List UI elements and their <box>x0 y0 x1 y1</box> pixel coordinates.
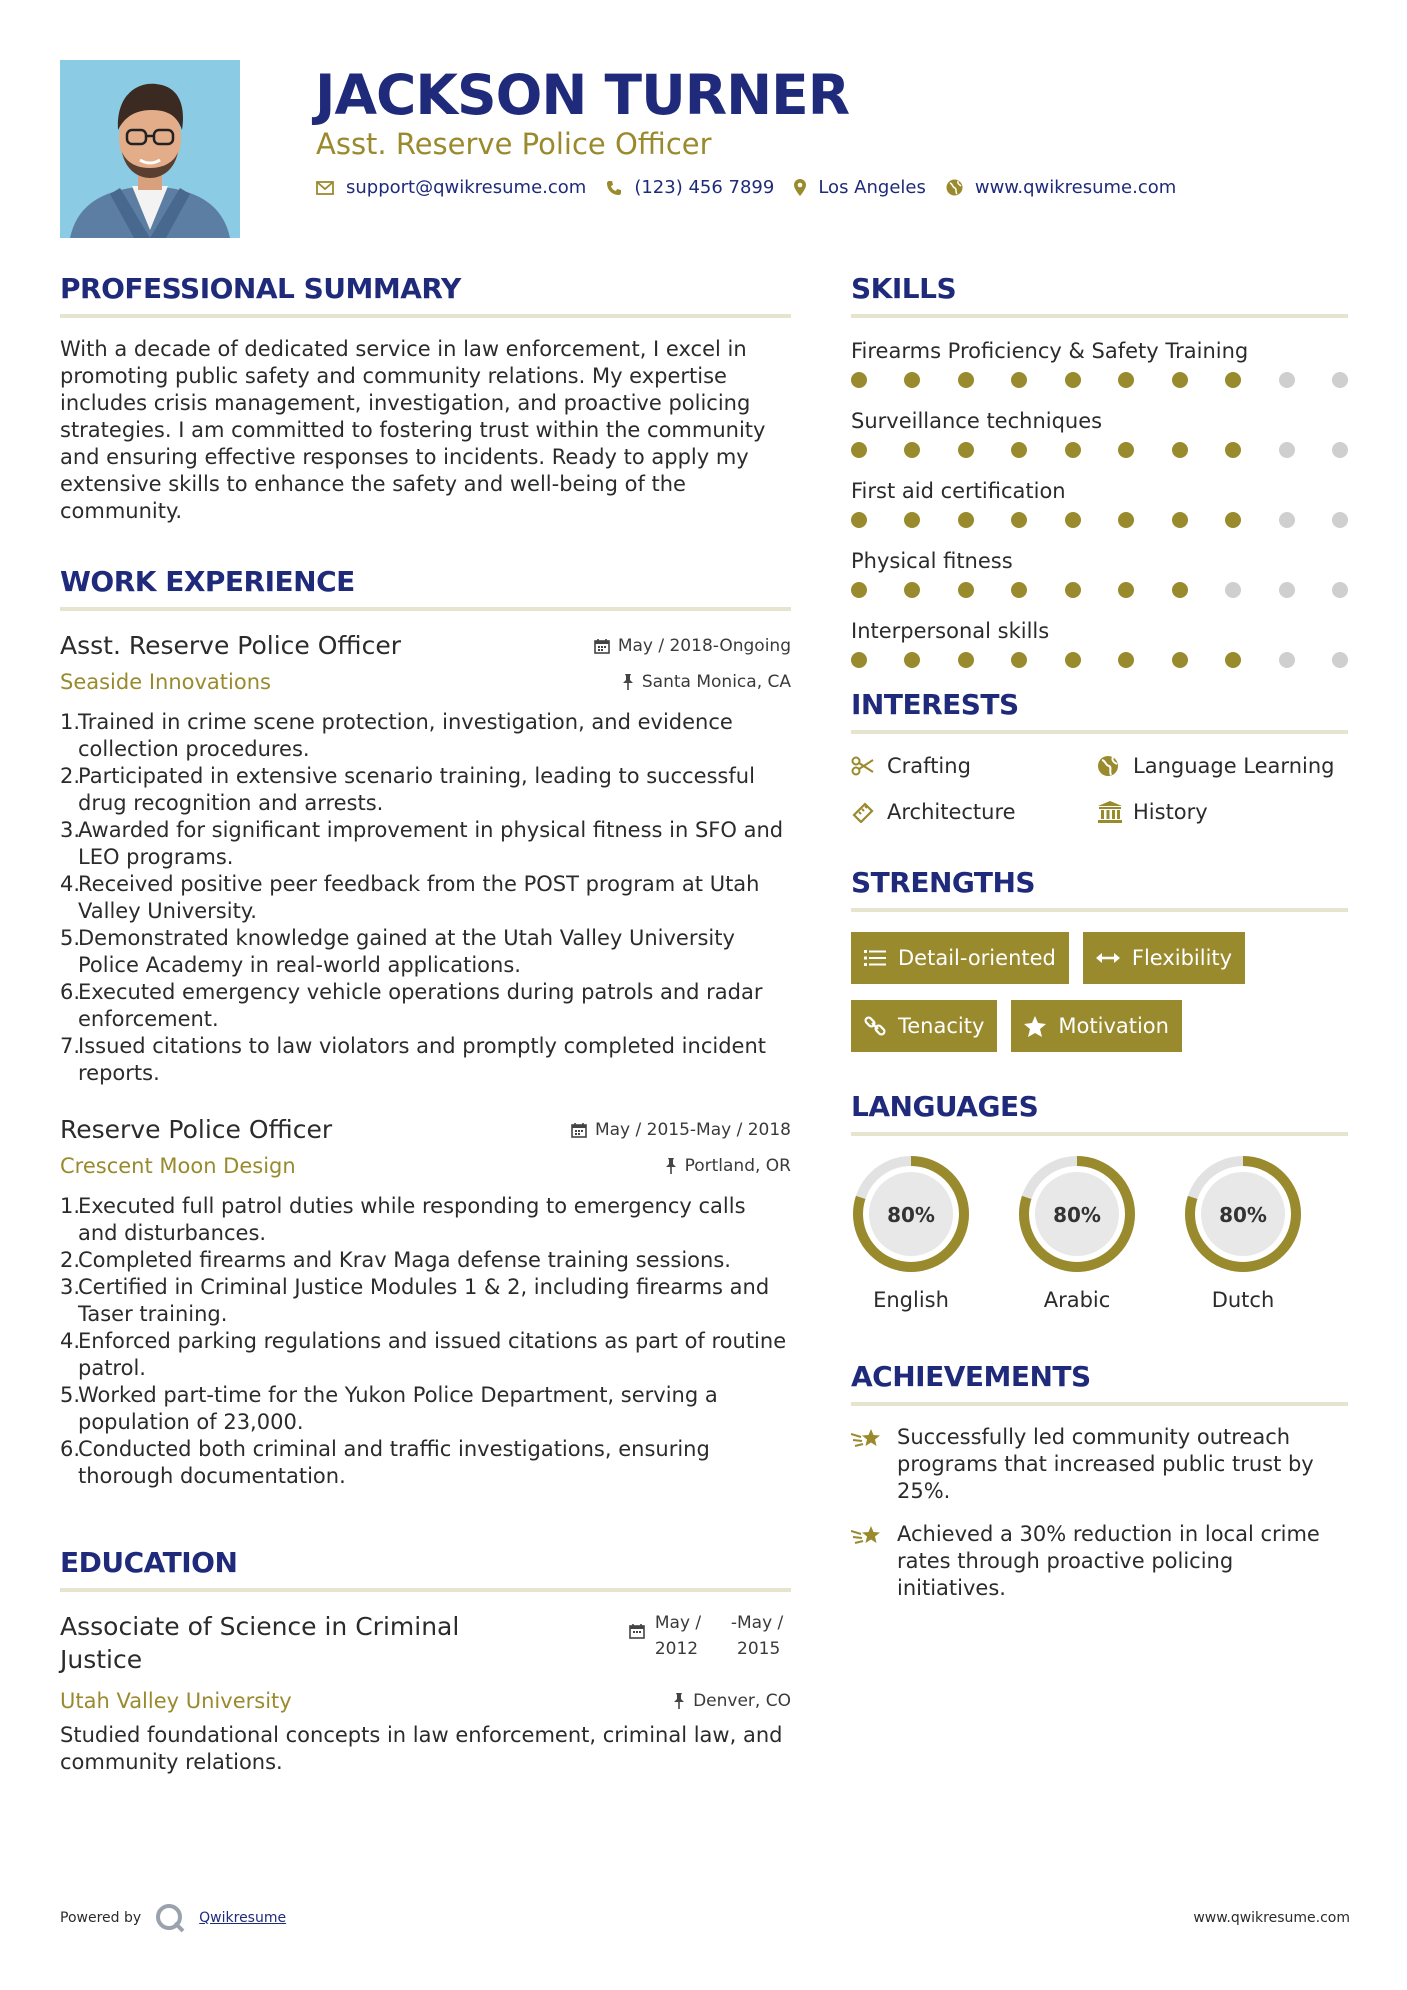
skill-rating <box>851 512 1348 528</box>
language-name: Dutch <box>1211 1288 1275 1312</box>
globe-icon <box>946 179 963 196</box>
list-item: 5. Worked part-time for the Yukon Police Department, serving a population of 23,000. <box>60 1383 718 1434</box>
summary-text: With a decade of dedicated service in law enforcement, I excel in promoting public safety and community relations. My expertise includes crisis management, investigation, and proactive policing strategies. I am committed to fostering trust within the community and ensuring effective responses to incidents. Ready to apply my extensive skills to enhance the safety and well-being of the community. <box>60 337 766 523</box>
rating-dot-filled <box>851 652 867 668</box>
skill-rating <box>851 582 1348 598</box>
rating-dot-filled <box>1225 652 1241 668</box>
rating-dot-filled <box>958 652 974 668</box>
section-heading: EDUCATION <box>60 1546 238 1579</box>
rating-dot-filled <box>1065 652 1081 668</box>
rating-dot-filled <box>1172 372 1188 388</box>
education-end-month: May / <box>737 1613 784 1633</box>
map-pin-icon <box>794 179 806 196</box>
interest-item <box>851 798 1097 826</box>
contact-website[interactable]: www.qwikresume.com <box>974 177 1177 198</box>
powered-by-label: Powered by <box>60 1910 142 1926</box>
strength-chip <box>851 1000 997 1052</box>
calendar-icon <box>594 638 610 654</box>
list-item: 1. Executed full patrol duties while responding to emergency calls and disturbances. <box>60 1194 746 1245</box>
rating-dot-filled <box>851 512 867 528</box>
rating-dot-empty <box>1279 652 1295 668</box>
achievements-section <box>851 1358 1348 1602</box>
rating-dot-filled <box>1011 582 1027 598</box>
list-icon <box>864 949 886 967</box>
section-heading: SKILLS <box>851 272 957 305</box>
language-name: Arabic <box>1043 1288 1111 1312</box>
language-percent: 80% <box>887 1203 935 1227</box>
skill-item <box>851 406 1348 458</box>
section-heading: INTERESTS <box>851 688 1019 721</box>
job-title: Reserve Police Officer <box>60 1115 333 1144</box>
strength-label: Detail-oriented <box>898 946 1056 970</box>
rating-dot-filled <box>958 582 974 598</box>
section-divider <box>60 314 791 318</box>
shooting-star-icon <box>851 1521 897 1602</box>
calendar-icon <box>571 1122 587 1138</box>
section-heading: STRENGTHS <box>851 866 1036 899</box>
calendar-icon <box>629 1623 645 1639</box>
rating-dot-empty <box>1332 652 1348 668</box>
language-item <box>1183 1154 1303 1314</box>
achievement-item <box>851 1424 1348 1505</box>
rating-dot-filled <box>1118 652 1134 668</box>
section-divider <box>851 314 1348 318</box>
language-name: English <box>873 1288 949 1312</box>
job-company: Seaside Innovations <box>60 670 271 694</box>
list-item: 4. Enforced parking regulations and issued citations as part of routine patrol. <box>60 1329 787 1380</box>
rating-dot-filled <box>1011 442 1027 458</box>
section-heading: PROFESSIONAL SUMMARY <box>60 272 461 305</box>
rating-dot-filled <box>1118 372 1134 388</box>
job-dates: May / 2018-Ongoing <box>617 636 791 656</box>
languages-section <box>851 1088 1348 1314</box>
skill-name: Firearms Proficiency & Safety Training <box>851 339 1249 363</box>
job-dates: May / 2015-May / 2018 <box>594 1120 791 1140</box>
contact-bar <box>316 177 1196 198</box>
job-company: Crescent Moon Design <box>60 1154 296 1178</box>
list-item: 6. Executed emergency vehicle operations during patrols and radar enforcement. <box>60 980 763 1031</box>
pencil-ruler-icon <box>851 801 887 823</box>
rating-dot-empty <box>1279 512 1295 528</box>
rating-dot-filled <box>958 512 974 528</box>
job-title: Asst. Reserve Police Officer <box>60 631 401 660</box>
language-percent: 80% <box>1053 1203 1101 1227</box>
language-percent: 80% <box>1219 1203 1267 1227</box>
section-heading: ACHIEVEMENTS <box>851 1360 1091 1393</box>
interests-section <box>851 686 1348 826</box>
pushpin-icon <box>673 1693 685 1709</box>
job-entry <box>60 1113 791 1490</box>
rating-dot-empty <box>1332 512 1348 528</box>
education-start-year: 2012 <box>654 1639 699 1659</box>
job-location: Santa Monica, CA <box>641 672 791 692</box>
section-divider <box>851 1402 1348 1406</box>
profile-photo <box>60 60 240 238</box>
section-divider <box>851 730 1348 734</box>
skill-item <box>851 476 1348 528</box>
school-location: Denver, CO <box>693 1691 791 1711</box>
phone-icon <box>606 180 622 196</box>
pushpin-icon <box>665 1158 677 1174</box>
education-end-year: 2015 <box>737 1639 781 1659</box>
left-column <box>60 270 791 1776</box>
skill-name: Physical fitness <box>851 549 1013 573</box>
qwikresume-logo-icon <box>155 1903 185 1933</box>
job-bullets <box>60 709 791 1087</box>
strength-chip <box>851 932 1069 984</box>
job-location: Portland, OR <box>684 1156 791 1176</box>
section-divider <box>851 1132 1348 1136</box>
language-ring <box>851 1154 971 1274</box>
rating-dot-filled <box>1172 442 1188 458</box>
interest-item <box>851 752 1097 780</box>
language-ring <box>1017 1154 1137 1274</box>
contact-email[interactable]: support@qwikresume.com <box>346 177 587 198</box>
interest-label: Architecture <box>887 800 1016 824</box>
interest-label: Language Learning <box>1133 754 1335 778</box>
skill-item <box>851 546 1348 598</box>
strength-chip <box>1083 932 1245 984</box>
skill-item <box>851 336 1348 388</box>
rating-dot-filled <box>1172 582 1188 598</box>
strength-chip <box>1011 1000 1182 1052</box>
language-item <box>851 1154 971 1314</box>
qwikresume-link[interactable]: Qwikresume <box>199 1910 287 1926</box>
list-item: 2. Completed firearms and Krav Maga defense training sessions. <box>60 1248 731 1272</box>
rating-dot-filled <box>1118 442 1134 458</box>
rating-dot-filled <box>1065 512 1081 528</box>
scissors-icon <box>851 756 887 776</box>
achievement-item <box>851 1521 1348 1602</box>
skill-item <box>851 616 1348 668</box>
school-name: Utah Valley University <box>60 1689 292 1713</box>
shooting-star-icon <box>851 1424 897 1505</box>
degree-title: Associate of Science in Criminal Justice <box>60 1612 460 1674</box>
right-column <box>851 270 1348 1618</box>
strength-label: Flexibility <box>1131 946 1233 970</box>
section-heading: WORK EXPERIENCE <box>60 565 355 598</box>
list-item: 3. Awarded for significant improvement in physical fitness in SFO and LEO programs. <box>60 818 784 869</box>
candidate-name: JACKSON TURNER <box>315 63 850 127</box>
language-item <box>1017 1154 1137 1314</box>
rating-dot-filled <box>1172 512 1188 528</box>
education-dates: May / 2012 - May / 2015 <box>629 1610 791 1676</box>
footer-website[interactable]: www.qwikresume.com <box>1193 1910 1350 1926</box>
rating-dot-filled <box>1011 512 1027 528</box>
rating-dot-filled <box>1225 372 1241 388</box>
skill-name: Surveillance techniques <box>851 409 1103 433</box>
skill-rating <box>851 372 1348 388</box>
rating-dot-filled <box>904 512 920 528</box>
strength-label: Motivation <box>1058 1014 1169 1038</box>
pushpin-icon <box>622 674 634 690</box>
achievement-text: Achieved a 30% reduction in local crime rates through proactive policing initiatives. <box>897 1522 1320 1600</box>
summary-section <box>60 270 791 525</box>
experience-section <box>60 563 791 1490</box>
interest-label: History <box>1133 800 1208 824</box>
skill-name: Interpersonal skills <box>851 619 1050 643</box>
achievement-text: Successfully led community outreach programs that increased public trust by 25%. <box>897 1425 1314 1503</box>
list-item: 5. Demonstrated knowledge gained at the Utah Valley University Police Academy in real-world applications. <box>60 926 735 977</box>
language-ring <box>1183 1154 1303 1274</box>
interest-item <box>1097 752 1348 780</box>
list-item: 6. Conducted both criminal and traffic investigations, ensuring thorough documentation. <box>60 1437 710 1488</box>
rating-dot-empty <box>1279 442 1295 458</box>
globe-icon <box>1097 755 1133 777</box>
section-divider <box>851 908 1348 912</box>
skill-rating <box>851 442 1348 458</box>
education-section <box>60 1544 791 1776</box>
rating-dot-empty <box>1279 582 1295 598</box>
section-divider <box>60 607 791 611</box>
rating-dot-filled <box>1225 512 1241 528</box>
skill-name: First aid certification <box>851 479 1066 503</box>
interest-item <box>1097 798 1348 826</box>
rating-dot-filled <box>1118 582 1134 598</box>
link-icon <box>864 1015 886 1037</box>
rating-dot-filled <box>1225 442 1241 458</box>
rating-dot-empty <box>1332 442 1348 458</box>
rating-dot-filled <box>851 372 867 388</box>
rating-dot-filled <box>1065 372 1081 388</box>
section-divider <box>60 1588 791 1592</box>
interest-label: Crafting <box>887 754 971 778</box>
rating-dot-filled <box>904 582 920 598</box>
page-footer <box>60 1898 1350 1938</box>
skills-section <box>851 270 1348 668</box>
strengths-section <box>851 864 1348 1052</box>
rating-dot-filled <box>1011 652 1027 668</box>
rating-dot-empty <box>1332 372 1348 388</box>
envelope-icon <box>316 181 334 195</box>
skill-rating <box>851 652 1348 668</box>
rating-dot-empty <box>1225 582 1241 598</box>
rating-dot-filled <box>958 442 974 458</box>
contact-phone[interactable]: (123) 456 7899 <box>634 177 775 198</box>
museum-icon <box>1097 801 1133 823</box>
rating-dot-filled <box>904 372 920 388</box>
strength-label: Tenacity <box>898 1014 985 1038</box>
rating-dot-filled <box>1172 652 1188 668</box>
rating-dot-filled <box>1065 442 1081 458</box>
rating-dot-empty <box>1279 372 1295 388</box>
contact-location: Los Angeles <box>818 177 926 198</box>
section-heading: LANGUAGES <box>851 1090 1039 1123</box>
rating-dot-filled <box>851 442 867 458</box>
rating-dot-filled <box>958 372 974 388</box>
list-item: 3. Certified in Criminal Justice Modules 1 & 2, including firearms and Taser training. <box>60 1275 770 1326</box>
resume-header <box>60 60 1350 240</box>
list-item: 7. Issued citations to law violators and promptly completed incident reports. <box>60 1034 766 1085</box>
job-bullets <box>60 1193 791 1490</box>
rating-dot-filled <box>851 582 867 598</box>
rating-dot-empty <box>1332 582 1348 598</box>
star-icon <box>1024 1016 1046 1037</box>
education-description: Studied foundational concepts in law enforcement, criminal law, and community relations. <box>60 1723 783 1774</box>
skills-list <box>851 336 1348 668</box>
arrows-horizontal-icon <box>1096 951 1120 965</box>
list-item: 1. Trained in crime scene protection, investigation, and evidence collection procedures. <box>60 710 733 761</box>
list-item: 2. Participated in extensive scenario training, leading to successful drug recognition and arrests. <box>60 764 755 815</box>
job-entry <box>60 629 791 1087</box>
rating-dot-filled <box>904 442 920 458</box>
education-start-month: May / <box>654 1613 702 1633</box>
list-item: 4. Received positive peer feedback from the POST program at Utah Valley University. <box>60 872 760 923</box>
candidate-title: Asst. Reserve Police Officer <box>316 127 712 161</box>
rating-dot-filled <box>1065 582 1081 598</box>
rating-dot-filled <box>904 652 920 668</box>
rating-dot-filled <box>1011 372 1027 388</box>
rating-dot-filled <box>1118 512 1134 528</box>
